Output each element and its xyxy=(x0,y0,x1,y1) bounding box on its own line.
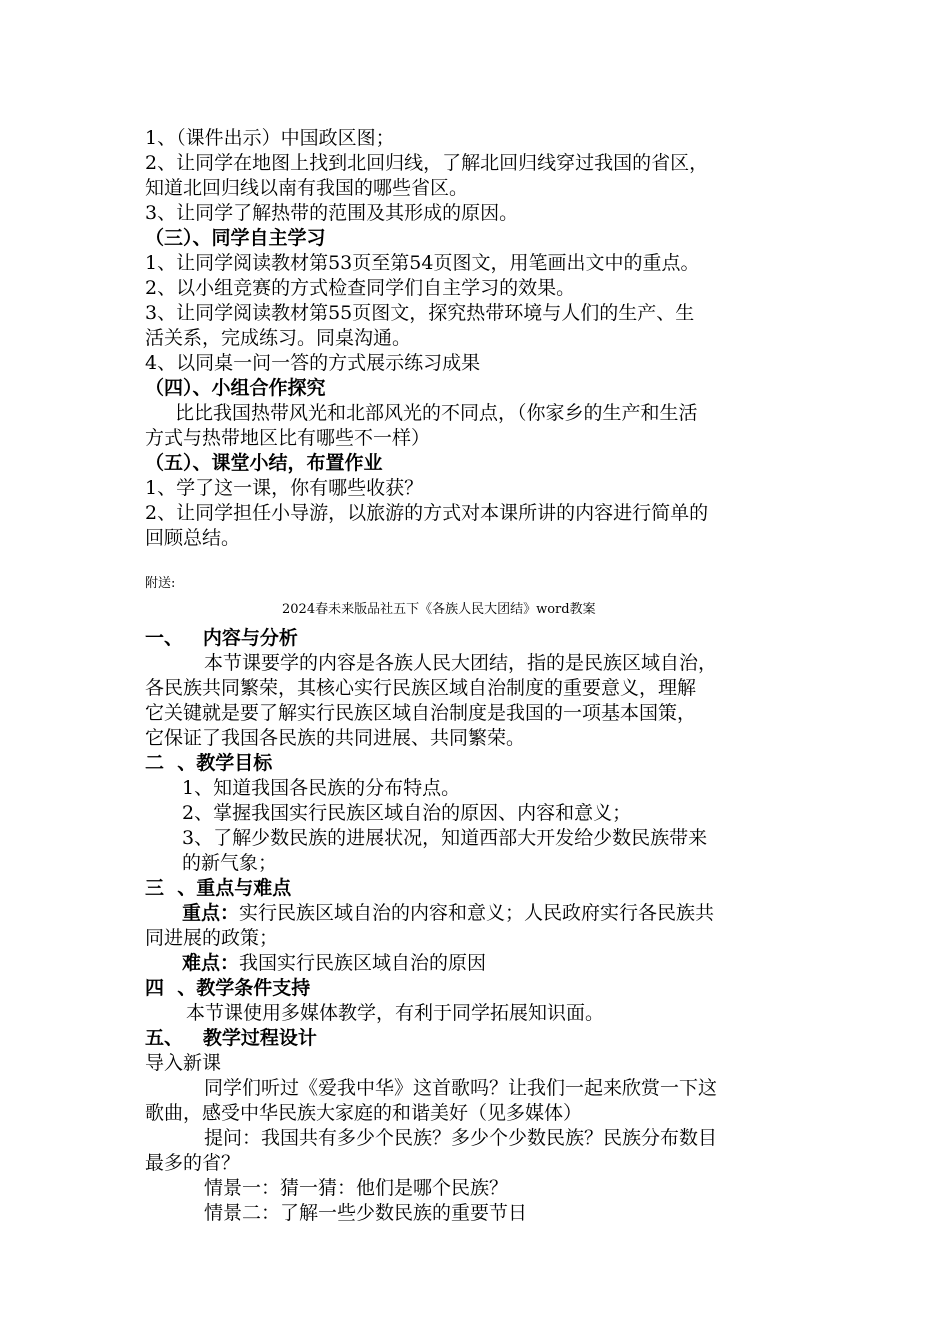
text-line: 最多的省？ xyxy=(145,1152,241,1174)
text-line: 回顾总结。 xyxy=(145,527,241,549)
section-heading: （五）、课堂小结，布置作业 xyxy=(145,452,383,474)
section-heading: 四 、教学条件支持 xyxy=(145,977,311,999)
text-line: 知道北回归线以南有我国的哪些省区。 xyxy=(145,177,469,199)
key-point-label: 重点： xyxy=(182,902,240,924)
section-heading: 一、 内容与分析 xyxy=(145,627,298,649)
text-line: 2、让同学担任小导游，以旅游的方式对本课所讲的内容进行简单的 xyxy=(145,502,709,524)
text-line: 它关键就是要了解实行民族区域自治制度是我国的一项基本国策， xyxy=(145,702,697,724)
text-line: 情景二：了解一些少数民族的重要节日 xyxy=(204,1202,528,1224)
text-line: 的新气象； xyxy=(182,852,278,874)
text-line: 3、让同学阅读教材第55页图文，探究热带环境与人们的生产、生 xyxy=(145,302,695,324)
text-line: 本节课要学的内容是各族人民大团结，指的是民族区域自治， xyxy=(204,652,718,674)
text-line: 比比我国热带风光和北部风光的不同点，（你家乡的生产和生活 xyxy=(175,402,698,424)
text-line: 活关系，完成练习。同桌沟通。 xyxy=(145,327,412,349)
text-line: 3、让同学了解热带的范围及其形成的原因。 xyxy=(145,202,519,224)
text-line: 本节课使用多媒体教学，有利于同学拓展知识面。 xyxy=(186,1002,605,1024)
text-line xyxy=(182,901,714,925)
section-heading: 二 、教学目标 xyxy=(145,752,273,774)
text-line: 1、让同学阅读教材第53页至第54页图文，用笔画出文中的重点。 xyxy=(145,252,700,274)
text-line: 导入新课 xyxy=(145,1052,222,1074)
appendix-label: 附送: xyxy=(145,576,176,591)
text-line: 1、知道我国各民族的分布特点。 xyxy=(182,777,461,799)
section-heading: （四）、小组合作探究 xyxy=(145,377,326,399)
text-line xyxy=(182,951,486,975)
text-line: 3、了解少数民族的进展状况，知道西部大开发给少数民族带来 xyxy=(182,827,708,849)
section-heading: 三 、重点与难点 xyxy=(145,877,292,899)
text-line: 2、掌握我国实行民族区域自治的原因、内容和意义； xyxy=(182,802,632,824)
section-heading: 五、 教学过程设计 xyxy=(145,1027,317,1049)
difficulty-text: 我国实行民族区域自治的原因 xyxy=(239,952,487,974)
appendix-title: 2024春未来版品社五下《各族人民大团结》word教案 xyxy=(282,602,596,617)
text-line: 它保证了我国各民族的共同进展、共同繁荣。 xyxy=(145,727,526,749)
text-line: 方式与热带地区比有哪些不一样） xyxy=(145,427,431,449)
text-line: 1、学了这一课，你有哪些收获？ xyxy=(145,477,424,499)
text-line: 同进展的政策； xyxy=(145,927,279,949)
difficulty-label: 难点： xyxy=(182,952,240,974)
text-line: 2、让同学在地图上找到北回归线，了解北回归线穿过我国的省区， xyxy=(145,152,709,174)
text-line: 各民族共同繁荣，其核心实行民族区域自治制度的重要意义，理解 xyxy=(145,677,697,699)
text-line: 1、（课件出示）中国政区图； xyxy=(145,127,395,149)
key-point-text: 实行民族区域自治的内容和意义；人民政府实行各民族共 xyxy=(239,902,715,924)
text-line: 歌曲，感受中华民族大家庭的和谐美好（见多媒体） xyxy=(145,1102,583,1124)
text-line: 情景一：猜一猜：他们是哪个民族？ xyxy=(204,1177,509,1199)
text-line: 4、以同桌一问一答的方式展示练习成果 xyxy=(145,352,481,374)
text-line: 提问：我国共有多少个民族？多少个少数民族？民族分布数目 xyxy=(204,1127,718,1149)
section-heading: （三）、同学自主学习 xyxy=(145,227,326,249)
text-line: 2、以小组竞赛的方式检查同学们自主学习的效果。 xyxy=(145,277,576,299)
text-line: 同学们听过《爱我中华》这首歌吗？让我们一起来欣赏一下这 xyxy=(204,1077,718,1099)
